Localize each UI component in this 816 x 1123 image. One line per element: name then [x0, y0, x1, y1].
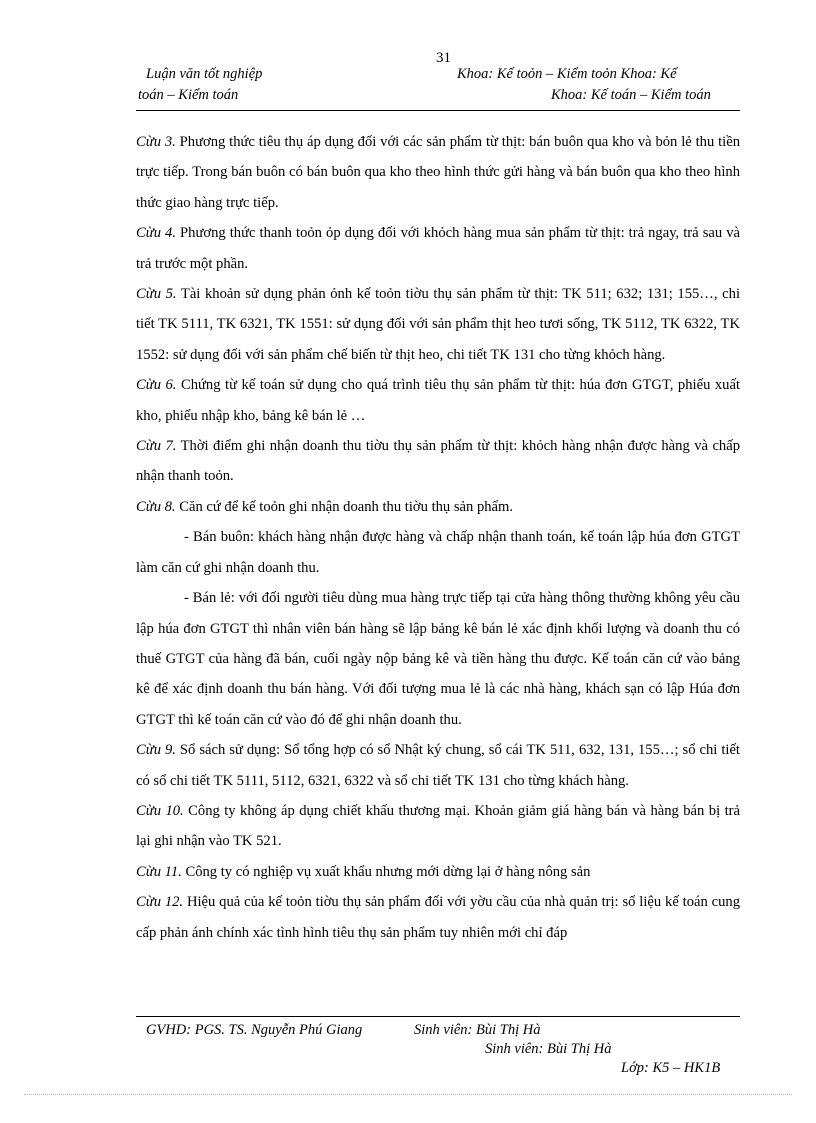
- footer-advisor: GVHD: PGS. TS. Nguyễn Phú Giang: [146, 1022, 363, 1038]
- answer-text: Hiệu quả của kế toỏn tiờu thụ sản phẩm đối với yờu cầu của nhà quản trị: số liệu kế toán cung cấp phản ánh chính xác tình hình tiêu thụ sản phẩm tuy nhiên mới chỉ đáp: [136, 894, 740, 941]
- question-label: Cừu 11.: [136, 863, 182, 880]
- paragraph-cau-10: [136, 796, 740, 857]
- paragraph-cau-6: [136, 370, 740, 431]
- header-faculty: Khoa: Kế toán – Kiểm toán: [551, 87, 711, 103]
- question-label: Cừu 3.: [136, 134, 176, 150]
- paragraph-cau-8: [136, 492, 740, 522]
- answer-text: Căn cứ để kế toỏn ghi nhận doanh thu tiờu thụ sản phẩm.: [175, 498, 514, 515]
- document-body: [136, 127, 740, 948]
- footer-student-duplicate: Sinh viên: Bùi Thị Hà: [414, 1022, 541, 1038]
- paragraph-ban-buon: [136, 522, 740, 583]
- paragraph-cau-4: [136, 218, 740, 279]
- paragraph-cau-11: [136, 857, 740, 887]
- header-thesis-title: Luận văn tốt nghiệp: [146, 66, 263, 82]
- footer-class: Lớp: K5 – HK1B: [621, 1060, 721, 1076]
- answer-text: Công ty không áp dụng chiết khấu thương mại. Khoản giảm giá hàng bán và hàng bán bị trả lại ghi nhận vào TK 521.: [136, 802, 740, 850]
- question-label: Cừu 5.: [136, 286, 177, 303]
- answer-text: Phương thức tiêu thụ áp dụng đối với các sản phẩm từ thịt: bán buôn qua kho và bỏn lẻ thu tiền trực tiếp. Trong bán buôn có bán buôn qua kho theo hình thức gửi hàng và bán buôn qua kho theo hình thức giao hàng trực tiếp.: [136, 134, 740, 211]
- header-title-continuation: toán – Kiểm toán: [138, 87, 239, 103]
- paragraph-ban-le: [136, 583, 740, 735]
- header-faculty-duplicate: Khoa: Kế toỏn – Kiểm toỏn Khoa: Kế: [457, 66, 677, 82]
- paragraph-cau-7: [136, 431, 740, 492]
- list-item-text: - Bán buôn: khách hàng nhận được hàng và chấp nhận thanh toán, kế toán lập húa đơn GTGT làm căn cứ ghi nhận doanh thu.: [136, 529, 740, 576]
- footer-student: Sinh viên: Bùi Thị Hà: [485, 1041, 612, 1057]
- question-label: Cừu 7.: [136, 438, 177, 455]
- answer-text: Chứng từ kế toán sử dụng cho quá trình tiêu thụ sản phẩm từ thịt: húa đơn GTGT, phiếu xuất kho, phiếu nhập kho, bảng kê bán lẻ …: [136, 377, 741, 424]
- page-number: 31: [436, 50, 451, 66]
- question-label: Cừu 8.: [136, 498, 176, 515]
- question-label: Cừu 12.: [136, 894, 184, 911]
- answer-text: Tài khoản sử dụng phản ỏnh kế toỏn tiờu thụ sản phẩm từ thịt: TK 511; 632; 131; 155…, chi tiết TK 5111, TK 6321, TK 1551: sử dụng đối với sản phẩm thịt heo tươi sống, TK 5112, TK 6322, TK 1552: sử dụng đối với sản phẩm chế biến từ thịt heo, chi tiết TK 131 cho từng khỏch hàng.: [136, 286, 740, 363]
- question-label: Cừu 9.: [136, 742, 176, 759]
- question-label: Cừu 4.: [136, 225, 176, 242]
- page-bottom-border: [24, 1094, 792, 1095]
- answer-text: Sổ sách sử dụng: Sổ tổng hợp có sổ Nhật ký chung, sổ cái TK 511, 632, 131, 155…; sổ chi tiết có sổ chi tiết TK 5111, 5112, 6321, 6322 và sổ chi tiết TK 131 cho từng khách hàng.: [136, 742, 740, 789]
- footer-divider: [136, 1016, 740, 1017]
- list-item-text: - Bán lẻ: với đối người tiêu dùng mua hàng trực tiếp tại cửa hàng thông thường không yêu cầu lập húa đơn GTGT thì nhân viên bán hàng sẽ lập bảng kê bán lẻ xác định khối lượng và doanh thu có thuế GTGT của hàng đã bán, cuối ngày nộp bảng kê và tiền hàng thu được. Kế toán căn cứ vào bảng kê để xác định doanh thu bán hàng. Với đối tượng mua lẻ là các nhà hàng, khách sạn có lập Húa đơn GTGT thì kế toán căn cứ vào đó để ghi nhận doanh thu.: [136, 590, 740, 728]
- header-divider: [136, 110, 740, 111]
- answer-text: Phương thức thanh toỏn ỏp dụng đối với khỏch hàng mua sản phẩm từ thịt: trả ngay, trả sau và trả trước một phần.: [136, 225, 740, 272]
- answer-text: Thời điểm ghi nhận doanh thu tiờu thụ sản phẩm từ thịt: khỏch hàng nhận được hàng và chấp nhận thanh toỏn.: [136, 438, 740, 485]
- question-label: Cừu 6.: [136, 377, 177, 394]
- paragraph-cau-12: [136, 887, 740, 948]
- answer-text: Công ty có nghiệp vụ xuất khẩu nhưng mới dừng lại ở hàng nông sản: [181, 863, 591, 880]
- paragraph-cau-5: [136, 279, 740, 370]
- question-label: Cừu 10.: [136, 802, 184, 819]
- paragraph-cau-3: [136, 127, 740, 218]
- paragraph-cau-9: [136, 735, 740, 796]
